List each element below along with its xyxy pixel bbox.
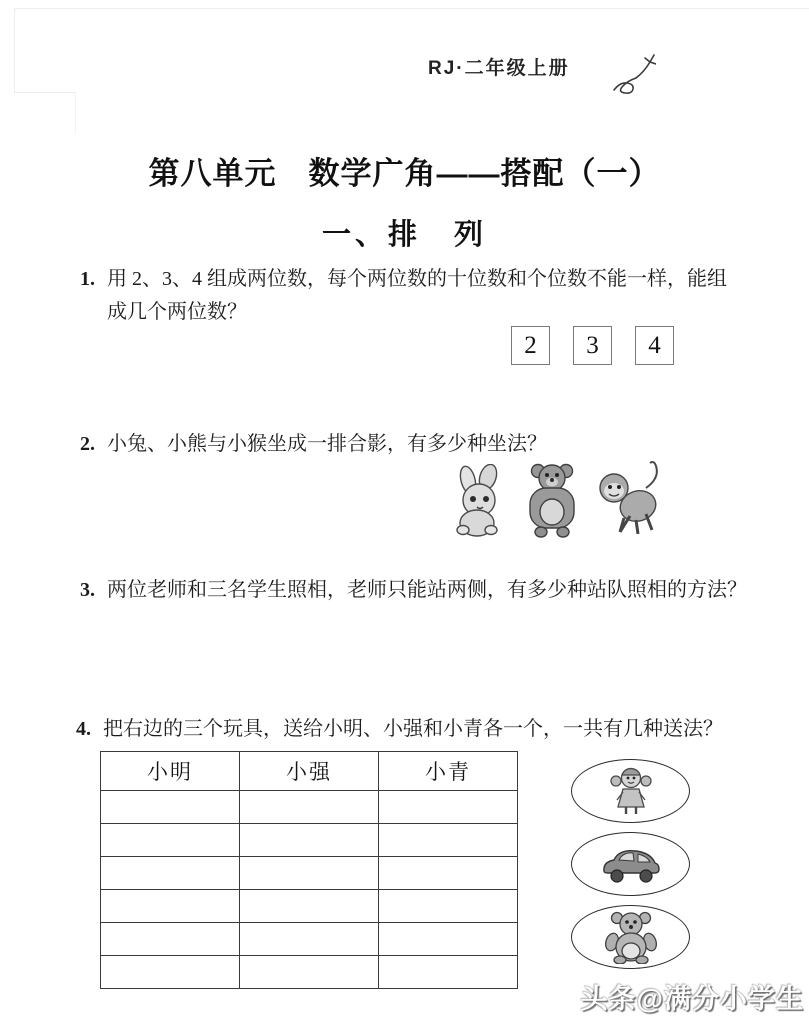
table-row <box>101 890 518 923</box>
table-empty-cell <box>101 956 240 989</box>
teddy-bear-icon <box>604 910 658 964</box>
table-empty-cell <box>379 923 518 956</box>
table-empty-cell <box>101 824 240 857</box>
table-empty-cell <box>101 890 240 923</box>
unit-title: 第八单元 数学广角——搭配（一） <box>148 156 661 191</box>
question-1 <box>80 263 740 329</box>
number-card: 3 <box>573 326 612 365</box>
table-empty-cell <box>240 791 379 824</box>
table-row <box>101 824 518 857</box>
toy-car-icon <box>600 844 662 884</box>
table-empty-cell <box>101 791 240 824</box>
table-empty-cell <box>379 791 518 824</box>
scan-edge-line <box>14 8 809 9</box>
scan-edge-line <box>75 92 76 134</box>
table-empty-cell <box>379 857 518 890</box>
watermark: 头条@满分小学生 <box>580 984 804 1014</box>
question-3 <box>80 574 762 607</box>
scan-edge-line <box>14 92 75 93</box>
question-number: 2. <box>80 433 95 455</box>
table-empty-cell <box>240 890 379 923</box>
question-number: 4. <box>76 718 91 740</box>
toy-oval <box>571 832 690 896</box>
question-text: 两位老师和三名学生照相，老师只能站两侧，有多少种站队照相的方法？ <box>107 579 747 601</box>
table-empty-cell <box>101 857 240 890</box>
corner-doodle-icon <box>610 52 656 104</box>
number-card: 4 <box>635 326 674 365</box>
section-title: 一、排 列 <box>321 219 487 251</box>
table-row <box>101 791 518 824</box>
q4-toys-column <box>571 759 690 969</box>
q2-animals-row <box>450 460 672 538</box>
question-number: 1. <box>80 268 95 290</box>
rabbit-icon <box>450 464 510 538</box>
table-header-row <box>101 752 518 791</box>
toy-oval <box>571 759 690 823</box>
number-cards-row <box>511 326 674 365</box>
table-header-cell: 小强 <box>240 752 379 791</box>
table-row <box>101 923 518 956</box>
table-empty-cell <box>379 956 518 989</box>
doll-icon <box>608 765 654 817</box>
question-number: 3. <box>80 579 95 601</box>
question-text: 小兔、小熊与小猴坐成一排合影，有多少种坐法？ <box>107 433 547 455</box>
q4-answer-table <box>100 751 518 989</box>
question-text: 把右边的三个玩具，送给小明、小强和小青各一个，一共有几种送法？ <box>103 718 723 740</box>
table-row <box>101 956 518 989</box>
question-2 <box>80 428 740 461</box>
table-empty-cell <box>240 824 379 857</box>
table-empty-cell <box>101 923 240 956</box>
table-empty-cell <box>240 956 379 989</box>
table-header-cell: 小青 <box>379 752 518 791</box>
edition-label: RJ·二年级上册 <box>428 58 570 79</box>
table-empty-cell <box>240 857 379 890</box>
monkey-icon <box>594 460 662 538</box>
table-empty-cell <box>379 890 518 923</box>
question-4 <box>76 713 762 746</box>
question-text: 用 2、3、4 组成两位数，每个两位数的十位数和个位数不能一样，能组成几个两位数？ <box>107 268 727 323</box>
table-empty-cell <box>240 923 379 956</box>
table-empty-cell <box>379 824 518 857</box>
toy-oval <box>571 905 690 969</box>
number-card: 2 <box>511 326 550 365</box>
scan-edge-line <box>14 8 15 92</box>
table-row <box>101 857 518 890</box>
table-header-cell: 小明 <box>101 752 240 791</box>
bear-icon <box>523 460 581 538</box>
